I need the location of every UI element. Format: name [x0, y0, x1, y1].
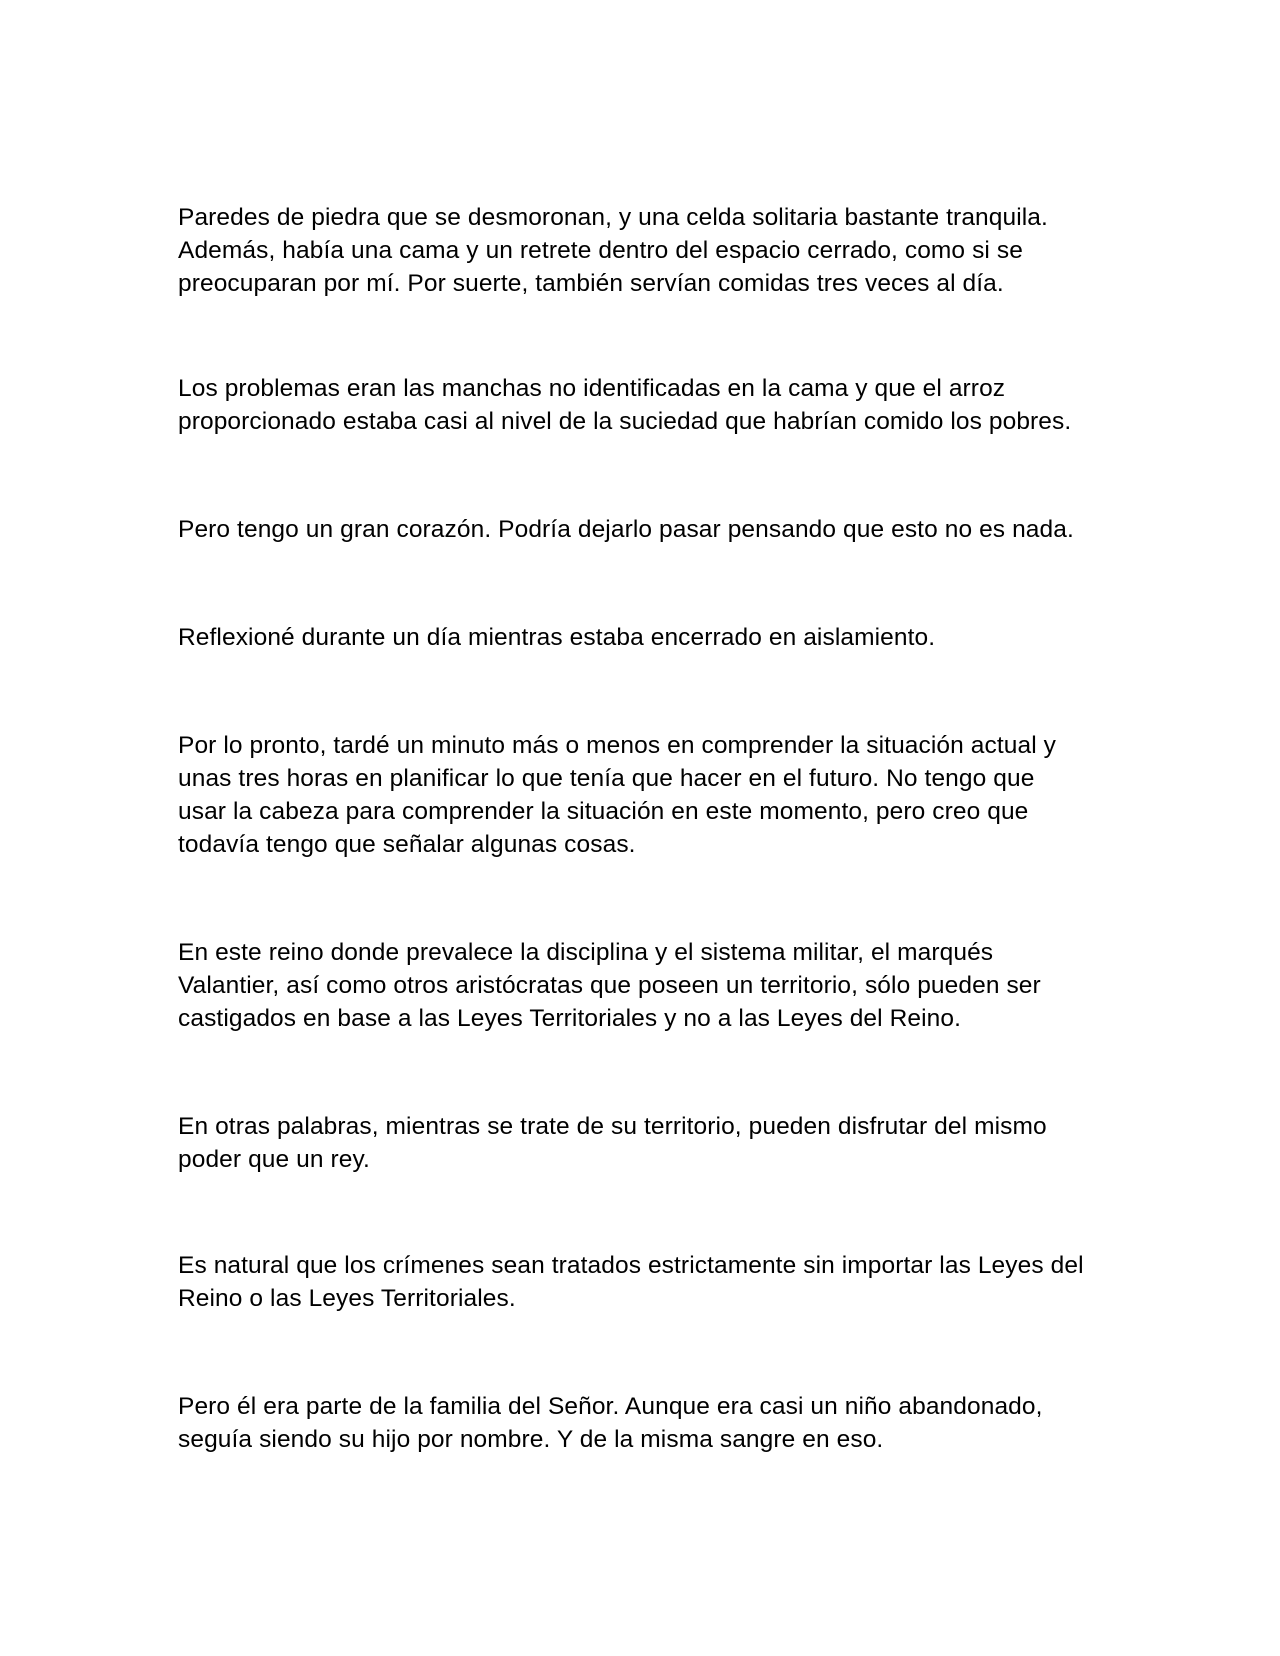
paragraph-spacer	[178, 438, 1118, 513]
paragraph-4: Reflexioné durante un día mientras estaba encerrado en aislamiento.	[178, 624, 936, 651]
paragraph-spacer	[178, 1315, 1118, 1390]
paragraph-6: En este reino donde prevalece la disciplina y el sistema militar, el marqués Valantier, así como otros aristócratas que poseen un territorio, sólo pueden ser castigados en base a las Leyes Territoriales y no a las Leyes del Reino.	[178, 939, 1041, 1032]
paragraph-8: Es natural que los crímenes sean tratados estrictamente sin importar las Leyes del Reino o las Leyes Territoriales.	[178, 1252, 1084, 1312]
paragraph-spacer	[178, 546, 1118, 621]
paragraph-7: En otras palabras, mientras se trate de su territorio, pueden disfrutar del mismo poder que un rey.	[178, 1113, 1047, 1173]
paragraph-spacer	[178, 861, 1118, 936]
paragraph-spacer	[178, 300, 1118, 372]
paragraph-spacer	[178, 654, 1118, 729]
paragraph-2: Los problemas eran las manchas no identificadas en la cama y que el arroz proporcionado estaba casi al nivel de la suciedad que habrían comido los pobres.	[178, 375, 1072, 435]
paragraph-3: Pero tengo un gran corazón. Podría dejarlo pasar pensando que esto no es nada.	[178, 516, 1074, 543]
paragraph-spacer	[178, 1035, 1118, 1110]
paragraph-9: Pero él era parte de la familia del Señor. Aunque era casi un niño abandonado, seguía siendo su hijo por nombre. Y de la misma sangre en eso.	[178, 1393, 1043, 1453]
paragraph-1: Paredes de piedra que se desmoronan, y una celda solitaria bastante tranquila. Además, había una cama y un retrete dentro del espacio cerrado, como si se preocuparan por mí. Por suerte, también servían comidas tres veces al día.	[178, 204, 1048, 297]
document-body	[178, 201, 1118, 1456]
paragraph-spacer	[178, 1176, 1118, 1249]
paragraph-5: Por lo pronto, tardé un minuto más o menos en comprender la situación actual y unas tres horas en planificar lo que tenía que hacer en el futuro. No tengo que usar la cabeza para comprender la situación en este momento, pero creo que todavía tengo que señalar algunas cosas.	[178, 732, 1057, 858]
